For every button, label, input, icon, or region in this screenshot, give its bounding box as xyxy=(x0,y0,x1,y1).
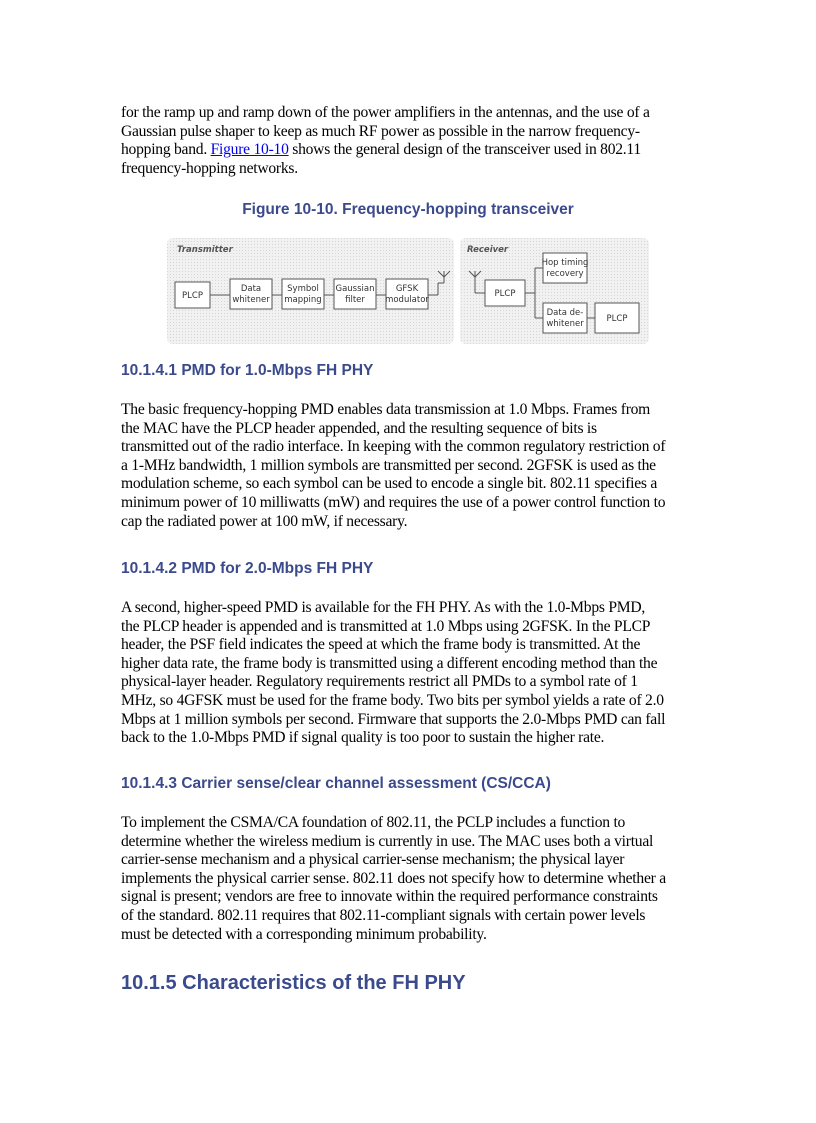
svg-text:modulator: modulator xyxy=(385,295,429,305)
svg-text:filter: filter xyxy=(345,295,365,305)
transmitter-label: Transmitter xyxy=(177,245,233,255)
intro-text-end: shows the general design of the transceiver used in 802.11 frequency-hopping networks. xyxy=(121,141,641,177)
svg-text:Symbol: Symbol xyxy=(287,284,319,294)
rx-plcp-out-block xyxy=(595,303,639,333)
section-paragraph: The basic frequency-hopping PMD enables data transmission at 1.0 Mbps. Frames from the MAC have the PLCP header appended, and the resulting sequence of bits is transmitted out of the radio interface. In keeping with the common regulatory restriction of a 1-MHz bandwidth, 1 million symbols are transmitted per second. 2GFSK is used as the modulation scheme, so each symbol can be used to encode a single bit. 802.11 specifies a minimum power of 10 milliwatts (mW) and requires the use of a power control function to cap the radiated power at 100 mW, if necessary. xyxy=(121,401,666,530)
svg-text:recovery: recovery xyxy=(546,269,584,279)
section-paragraph: To implement the CSMA/CA foundation of 802.11, the PCLP includes a function to determine whether the wireless medium is currently in use. The MAC uses both a virtual carrier-sense mechanism and a physical carrier-sense mechanism; the physical layer implements the physical carrier sense. 802.11 does not specify how to determine whether a signal is present; vendors are free to innovate within the required performance constraints of the standard. 802.11 requires that 802.11-compliant signals with certain power levels must be detected with a corresponding minimum probability. xyxy=(121,814,666,943)
intro-text-start: for the ramp up and ramp down of the power amplifiers in the antennas, and the use of a Gaussian pulse shaper to keep as much RF power as possible in the narrow frequency-hopping band. xyxy=(121,104,650,159)
svg-text:PLCP: PLCP xyxy=(606,314,628,324)
section-title: 10.1.5 Characteristics of the FH PHY xyxy=(121,972,466,994)
tx-gfsk-modulator-block xyxy=(385,279,429,309)
section-paragraph: A second, higher-speed PMD is available for the FH PHY. As with the 1.0-Mbps PMD, the PLCP header is appended and is transmitted at 1.0 Mbps using 2GFSK. In the PLCP header, the PSF field indicates the speed at which the frame body is transmitted. At the higher data rate, the frame body is transmitted using a different encoding method than the physical-layer header. Regulatory requirements restrict all PMDs to a symbol rate of 1 MHz, so 4GFSK must be used for the frame body. Two bits per symbol yields a rate of 2.0 Mbps at 1 million symbols per second. Firmware that supports the 2.0-Mbps PMD can fall back to the 1.0-Mbps PMD if signal quality is too poor to sustain the higher rate. xyxy=(121,599,666,747)
section-heading: 10.1.4.1 PMD for 1.0-Mbps FH PHY xyxy=(121,362,374,379)
figure-caption: Figure 10-10. Frequency-hopping transceiver xyxy=(242,201,574,218)
receiver-label: Receiver xyxy=(467,245,509,255)
tx-plcp-block xyxy=(175,282,210,308)
svg-text:PLCP: PLCP xyxy=(182,291,203,301)
rx-plcp-block xyxy=(485,280,525,306)
tx-gaussian-filter-block xyxy=(334,279,376,309)
figure-10-10-link[interactable]: Figure 10-10 xyxy=(210,141,289,159)
svg-text:whitener: whitener xyxy=(546,319,584,329)
svg-text:Hop timing: Hop timing xyxy=(541,258,589,268)
rx-data-dewhitener-block xyxy=(543,303,587,333)
rx-hop-timing-block xyxy=(542,253,589,283)
svg-text:Data: Data xyxy=(240,284,262,294)
tx-data-whitener-block xyxy=(230,279,272,309)
tx-symbol-mapping-block xyxy=(282,279,324,309)
section-heading: 10.1.4.3 Carrier sense/clear channel assessment (CS/CCA) xyxy=(121,775,551,792)
svg-text:Data de-: Data de- xyxy=(546,308,584,318)
svg-text:whitener: whitener xyxy=(232,295,270,305)
transceiver-diagram xyxy=(167,238,649,344)
svg-text:Gaussian: Gaussian xyxy=(335,284,375,294)
intro-paragraph xyxy=(121,104,666,178)
svg-text:PLCP: PLCP xyxy=(494,289,516,299)
section-heading: 10.1.4.2 PMD for 2.0-Mbps FH PHY xyxy=(121,560,374,577)
svg-text:mapping: mapping xyxy=(284,295,322,305)
svg-text:GFSK: GFSK xyxy=(395,284,419,294)
